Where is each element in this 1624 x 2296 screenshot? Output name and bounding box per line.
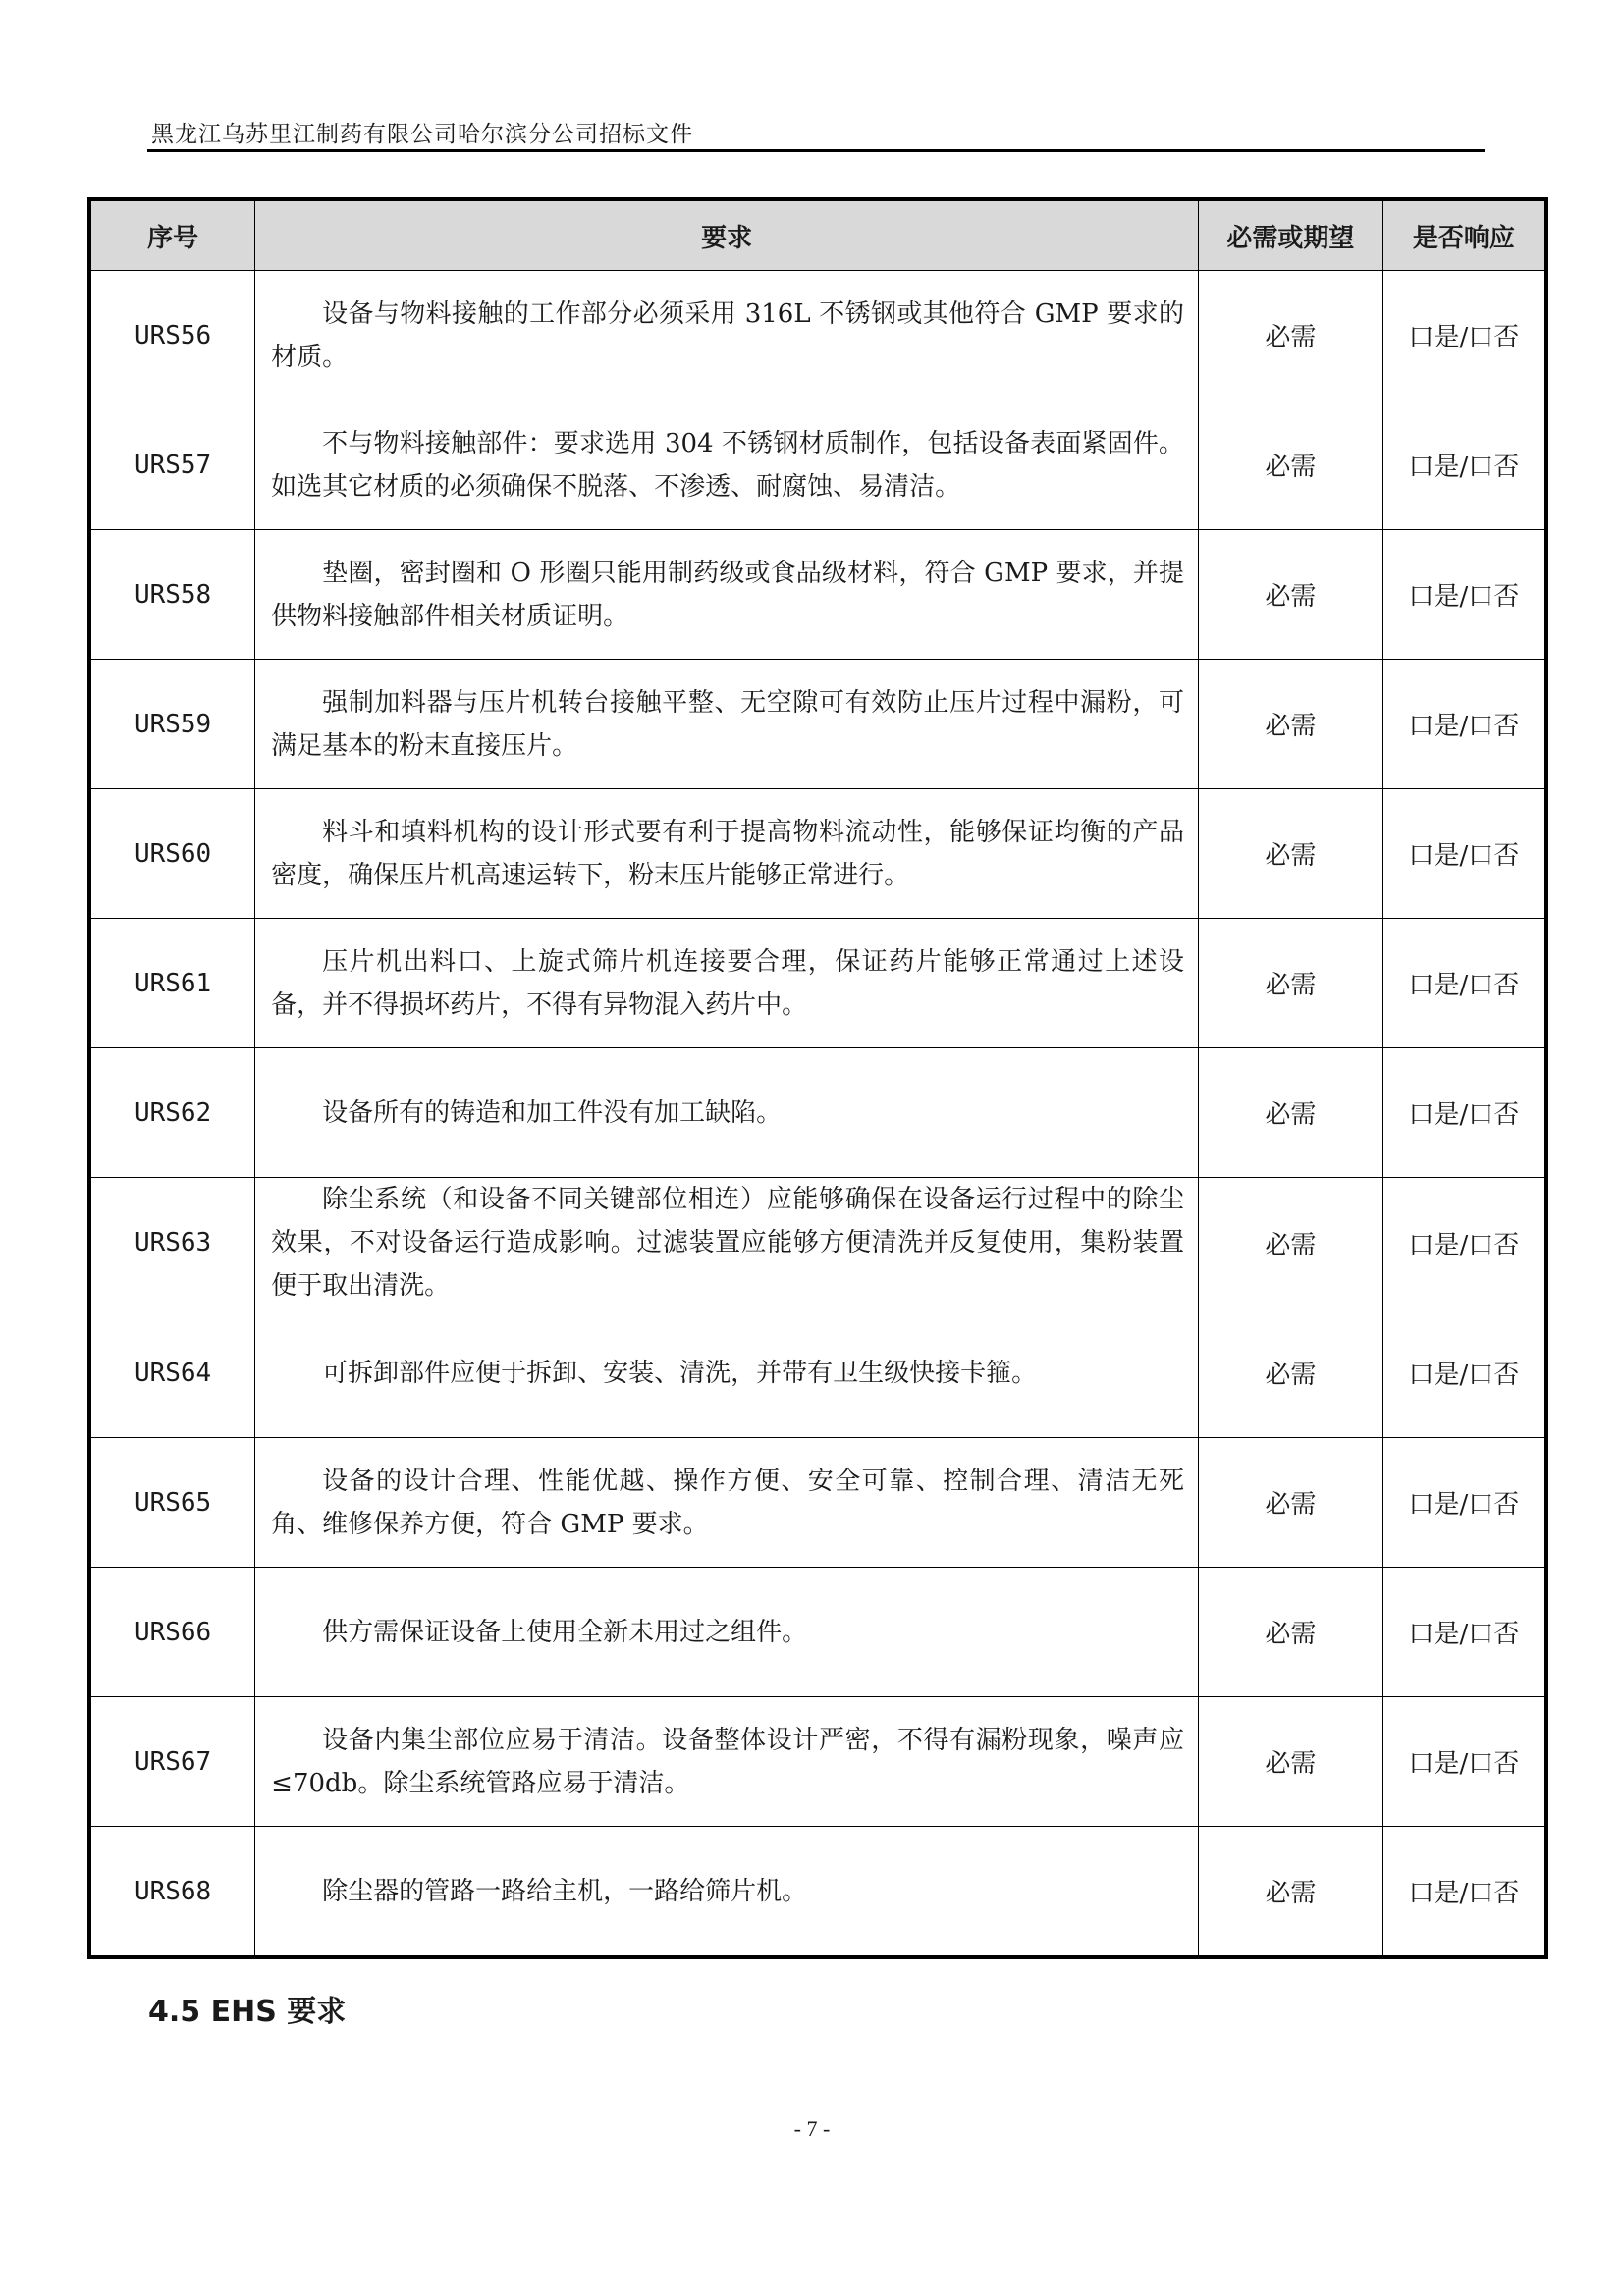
row-id: URS65 <box>89 1438 255 1568</box>
column-header-id: 序号 <box>89 199 255 271</box>
row-response-checkbox[interactable]: 口是/口否 <box>1382 1178 1546 1308</box>
row-response-checkbox[interactable]: 口是/口否 <box>1382 1308 1546 1438</box>
row-necessity: 必需 <box>1199 1178 1383 1308</box>
page-number: - 7 - <box>793 2116 831 2141</box>
row-response-checkbox[interactable]: 口是/口否 <box>1382 1048 1546 1178</box>
row-id: URS64 <box>89 1308 255 1438</box>
row-response-checkbox[interactable]: 口是/口否 <box>1382 660 1546 789</box>
row-necessity: 必需 <box>1199 1048 1383 1178</box>
row-response-checkbox[interactable]: 口是/口否 <box>1382 1697 1546 1827</box>
row-necessity: 必需 <box>1199 660 1383 789</box>
requirement-text: 除尘器的管路一路给主机，一路给筛片机。 <box>322 1876 808 1906</box>
row-response-checkbox[interactable]: 口是/口否 <box>1382 400 1546 530</box>
column-header-necessity: 必需或期望 <box>1199 199 1383 271</box>
row-response-checkbox[interactable]: 口是/口否 <box>1382 1568 1546 1697</box>
requirement-text: 料斗和填料机构的设计形式要有利于提高物料流动性，能够保证均衡的产品密度，确保压片机高速运转下，粉末压片能够正常进行。 <box>271 817 1185 890</box>
row-requirement <box>255 919 1199 1048</box>
row-id: URS67 <box>89 1697 255 1827</box>
table-row <box>89 530 1546 660</box>
row-id: URS60 <box>89 789 255 919</box>
requirement-text: 垫圈，密封圈和 O 形圈只能用制药级或食品级材料，符合 GMP 要求，并提供物料接触部件相关材质证明。 <box>271 558 1185 631</box>
row-response-checkbox[interactable]: 口是/口否 <box>1382 789 1546 919</box>
table-row <box>89 400 1546 530</box>
requirement-text: 压片机出料口、上旋式筛片机连接要合理，保证药片能够正常通过上述设备，并不得损坏药片，不得有异物混入药片中。 <box>271 946 1185 1020</box>
row-necessity: 必需 <box>1199 1827 1383 1958</box>
requirement-text: 强制加料器与压片机转台接触平整、无空隙可有效防止压片过程中漏粉，可满足基本的粉末直接压片。 <box>271 687 1185 761</box>
row-necessity: 必需 <box>1199 919 1383 1048</box>
row-necessity: 必需 <box>1199 1568 1383 1697</box>
row-requirement <box>255 1568 1199 1697</box>
row-necessity: 必需 <box>1199 1697 1383 1827</box>
row-requirement <box>255 1308 1199 1438</box>
row-id: URS66 <box>89 1568 255 1697</box>
row-id: URS59 <box>89 660 255 789</box>
row-necessity: 必需 <box>1199 789 1383 919</box>
row-requirement <box>255 660 1199 789</box>
requirement-text: 除尘系统（和设备不同关键部位相连）应能够确保在设备运行过程中的除尘效果，不对设备运行造成影响。过滤装置应能够方便清洗并反复使用，集粉装置便于取出清洗。 <box>271 1185 1185 1301</box>
table-row <box>89 1697 1546 1827</box>
row-requirement <box>255 1048 1199 1178</box>
row-id: URS56 <box>89 271 255 400</box>
table-row <box>89 1178 1546 1308</box>
requirement-text: 不与物料接触部件：要求选用 304 不锈钢材质制作，包括设备表面紧固件。如选其它材质的必须确保不脱落、不渗透、耐腐蚀、易清洁。 <box>271 428 1185 502</box>
table-row <box>89 1827 1546 1958</box>
row-requirement <box>255 1438 1199 1568</box>
row-response-checkbox[interactable]: 口是/口否 <box>1382 271 1546 400</box>
row-requirement <box>255 530 1199 660</box>
row-necessity: 必需 <box>1199 400 1383 530</box>
row-id: URS63 <box>89 1178 255 1308</box>
row-necessity: 必需 <box>1199 1438 1383 1568</box>
table-row <box>89 271 1546 400</box>
row-necessity: 必需 <box>1199 271 1383 400</box>
table-header-row <box>89 199 1546 271</box>
table-row <box>89 919 1546 1048</box>
requirement-text: 设备内集尘部位应易于清洁。设备整体设计严密，不得有漏粉现象，噪声应≤70db。除尘系统管路应易于清洁。 <box>271 1725 1185 1798</box>
row-requirement <box>255 789 1199 919</box>
requirement-text: 设备与物料接触的工作部分必须采用 316L 不锈钢或其他符合 GMP 要求的材质。 <box>271 298 1185 372</box>
row-requirement <box>255 400 1199 530</box>
table-row <box>89 789 1546 919</box>
requirement-text: 供方需保证设备上使用全新未用过之组件。 <box>322 1617 808 1647</box>
row-requirement <box>255 1178 1199 1308</box>
requirement-text: 可拆卸部件应便于拆卸、安装、清洗，并带有卫生级快接卡箍。 <box>322 1358 1038 1388</box>
row-response-checkbox[interactable]: 口是/口否 <box>1382 919 1546 1048</box>
table-row <box>89 1048 1546 1178</box>
table-row <box>89 1438 1546 1568</box>
row-necessity: 必需 <box>1199 530 1383 660</box>
row-response-checkbox[interactable]: 口是/口否 <box>1382 530 1546 660</box>
document-title: 黑龙江乌苏里江制药有限公司哈尔滨分公司招标文件 <box>151 122 693 147</box>
row-necessity: 必需 <box>1199 1308 1383 1438</box>
urs-requirements-table <box>87 197 1548 1959</box>
row-id: URS57 <box>89 400 255 530</box>
row-requirement <box>255 1827 1199 1958</box>
row-requirement <box>255 1697 1199 1827</box>
row-requirement <box>255 271 1199 400</box>
section-heading: 4.5 EHS 要求 <box>148 1995 347 2029</box>
page-header <box>147 110 1485 152</box>
row-response-checkbox[interactable]: 口是/口否 <box>1382 1438 1546 1568</box>
column-header-requirement: 要求 <box>255 199 1199 271</box>
row-id: URS62 <box>89 1048 255 1178</box>
row-id: URS61 <box>89 919 255 1048</box>
table-row <box>89 1308 1546 1438</box>
requirement-text: 设备所有的铸造和加工件没有加工缺陷。 <box>322 1097 783 1128</box>
column-header-response: 是否响应 <box>1382 199 1546 271</box>
table-row <box>89 1568 1546 1697</box>
row-id: URS58 <box>89 530 255 660</box>
table-row <box>89 660 1546 789</box>
row-id: URS68 <box>89 1827 255 1958</box>
requirement-text: 设备的设计合理、性能优越、操作方便、安全可靠、控制合理、清洁无死角、维修保养方便，符合 GMP 要求。 <box>271 1466 1185 1539</box>
row-response-checkbox[interactable]: 口是/口否 <box>1382 1827 1546 1958</box>
